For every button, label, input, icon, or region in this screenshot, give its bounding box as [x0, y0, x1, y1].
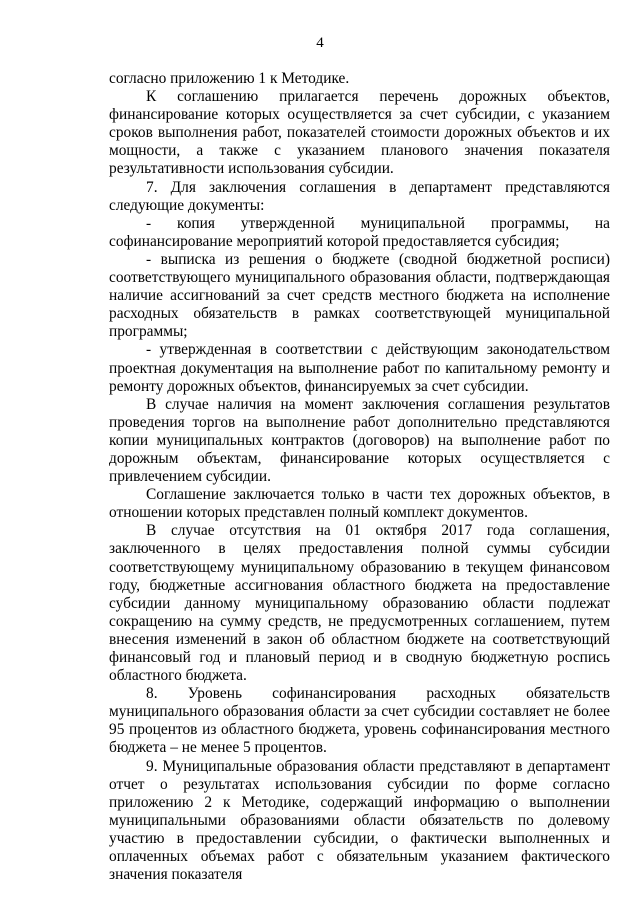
- paragraph-october-deadline: В случае отсутствия на 01 октября 2017 года соглашения, заключенного в целях предоставления полной суммы субсидии соответствующему муниципальному образованию в текущем финансовом году, бюджетные ассигнования областного бюджета на предоставление субсидии данному муниципальному образованию области подлежат сокращению на сумму средств, не предусмотренных соглашением, путем внесения изменений в закон об областном бюджете на соответствующий финансовый год и плановый период и в сводную бюджетную роспись областного бюджета.: [109, 522, 610, 685]
- paragraph-list-project-docs: - утвержденная в соответствии с действующим законодательством проектная документация на выполнение работ по капитальному ремонту и ремонту дорожных объектов, финансируемых за счет субсидии.: [109, 341, 610, 395]
- paragraph-tender-results: В случае наличия на момент заключения соглашения результатов проведения торгов на выполнение работ дополнительно представляются копии муниципальных контрактов (договоров) на выполнение работ по дорожным объектам, финансирование которых осуществляется с привлечением субсидии.: [109, 395, 610, 486]
- document-body: [109, 70, 610, 884]
- paragraph-list-program-copy: - копия утвержденной муниципальной программы, на софинансирование мероприятий которой предоставляется субсидия;: [109, 214, 610, 250]
- paragraph-item-7: 7. Для заключения соглашения в департамент представляются следующие документы:: [109, 178, 610, 214]
- paragraph-list-budget-extract: - выписка из решения о бюджете (сводной бюджетной росписи) соответствующего муниципального образования области, подтверждающая наличие ассигнований за счет средств местного бюджета на исполнение расходных обязательств в рамках соответствующей муниципальной программы;: [109, 250, 610, 341]
- paragraph-item-8: 8. Уровень софинансирования расходных обязательств муниципального образования области за счет субсидии составляет не более 95 процентов из областного бюджета, уровень софинансирования местного бюджета – не менее 5 процентов.: [109, 685, 610, 757]
- page-number: 4: [316, 35, 324, 51]
- paragraph-continuation: согласно приложению 1 к Методике.: [109, 70, 350, 87]
- paragraph-agreement-attachment: К соглашению прилагается перечень дорожных объектов, финансирование которых осуществляется за счет субсидии, с указанием сроков выполнения работ, показателей стоимости дорожных объектов и их мощности, а также с указанием планового значения показателя результативности использования субсидии.: [109, 88, 610, 178]
- paragraph-complete-documents: Соглашение заключается только в части тех дорожных объектов, в отношении которых представлен полный комплект документов.: [109, 486, 610, 522]
- paragraph-item-9: 9. Муниципальные образования области представляют в департамент отчет о результатах использования субсидии по форме согласно приложению 2 к Методике, содержащий информацию о выполнении муниципальными образованиями области обязательств по долевому участию в предоставлении субсидии, о фактически выполненных и оплаченных объемах работ с обязательным указанием фактического значения показателя: [109, 757, 610, 884]
